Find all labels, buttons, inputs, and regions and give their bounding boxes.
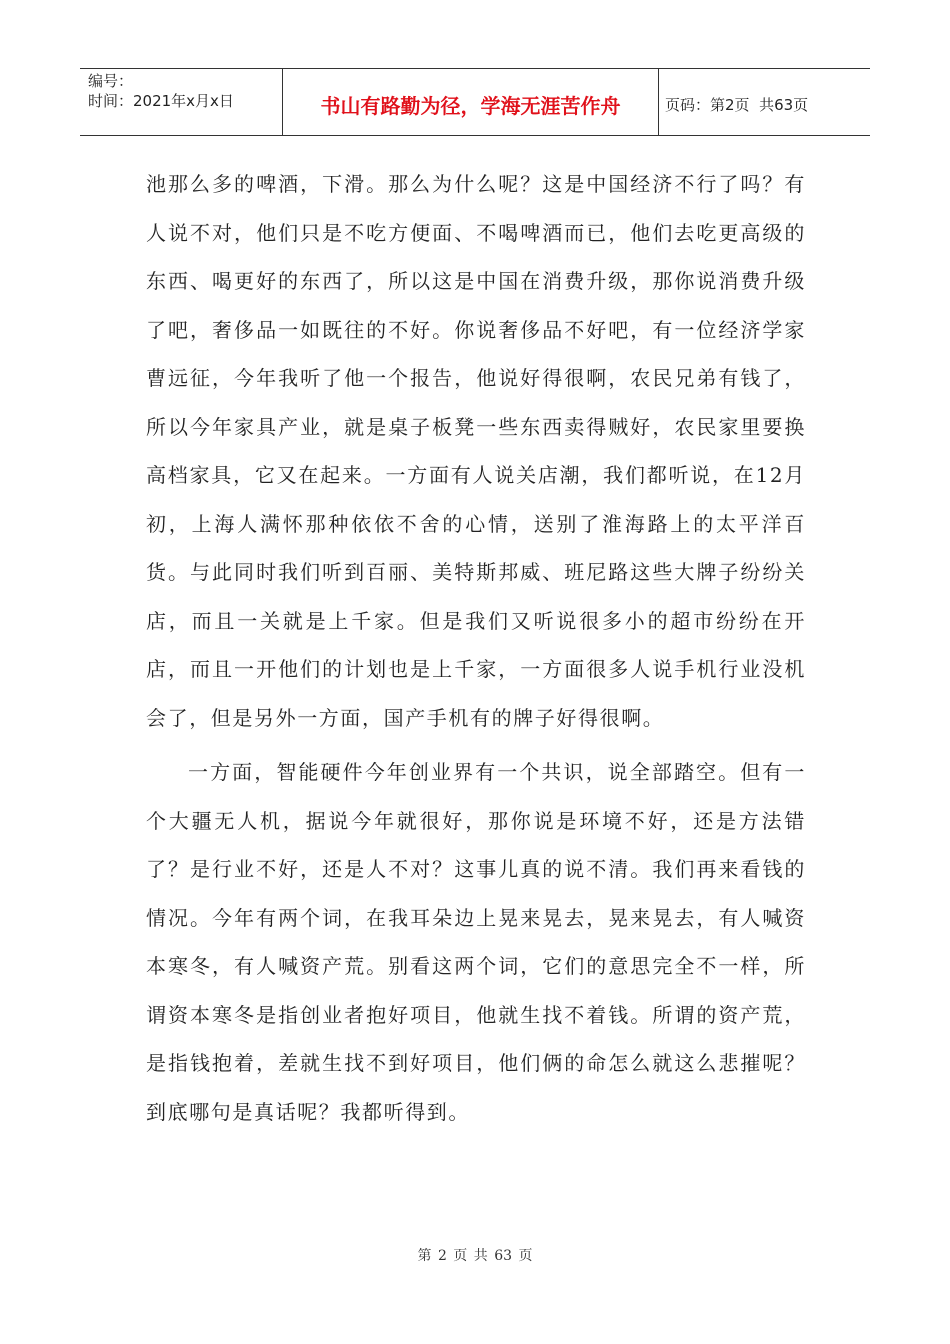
body-paragraph-2: 一方面，智能硬件今年创业界有一个共识，说全部踏空。但有一个大疆无人机，据说今年就很好，那你说是环境不好，还是方法错了？是行业不好，还是人不对？这事儿真的说不清。我们再来看钱的情况。今年有两个词，在我耳朵边上晃来晃去，晃来晃去，有人喊资本寒冬，有人喊资产荒。别看这两个词，它们的意思完全不一样，所谓资本寒冬是指创业者抱好项目，他就生找不着钱。所谓的资产荒，是指钱抱着，差就生找不到好项目，他们俩的命怎么就这么悲摧呢？到底哪句是真话呢？我都听得到。 [146,760,806,1124]
document-body [146,160,806,1136]
document-number-label: 编号： [88,72,134,90]
document-header [80,68,870,136]
header-motto: 书山有路勤为径，学海无涯苦作舟 [283,69,659,135]
header-meta [80,69,283,135]
page-footer: 第 2 页 共 63 页 [417,1248,533,1264]
header-page-info [659,69,870,135]
page-info-text: 页码：第2页 共63页 [665,95,809,114]
document-date: 时间：2021年x月x日 [88,92,234,110]
body-paragraph-1: 池那么多的啤酒，下滑。那么为什么呢？这是中国经济不行了吗？有人说不对，他们只是不吃方便面、不喝啤酒而已，他们去吃更高级的东西、喝更好的东西了，所以这是中国在消费升级，那你说消费升级了吧，奢侈品一如既往的不好。你说奢侈品不好吧，有一位经济学家曹远征，今年我听了他一个报告，他说好得很啊，农民兄弟有钱了，所以今年家具产业，就是桌子板凳一些东西卖得贼好，农民家里要换高档家具，它又在起来。一方面有人说关店潮，我们都听说，在12月初，上海人满怀那种依依不舍的心情，送别了淮海路上的太平洋百货。与此同时我们听到百丽、美特斯邦威、班尼路这些大牌子纷纷关店，而且一关就是上千家。但是我们又听说很多小的超市纷纷在开店，而且一开他们的计划也是上千家，一方面很多人说手机行业没机会了，但是另外一方面，国产手机有的牌子好得很啊。 [146,172,806,730]
